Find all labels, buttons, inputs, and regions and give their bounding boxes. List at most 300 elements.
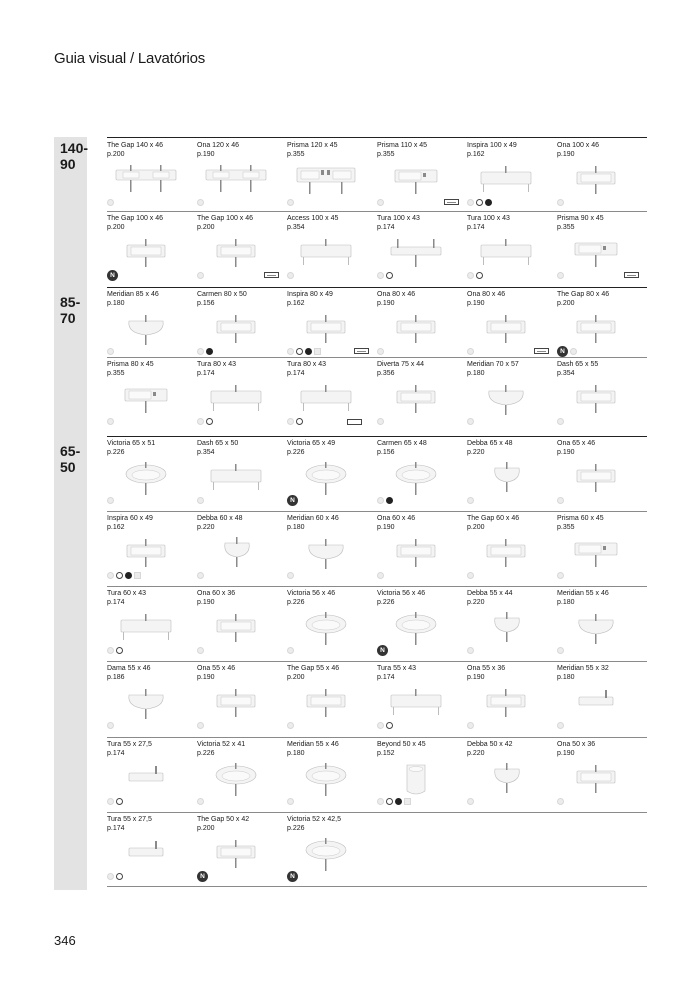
washbasin-page-ref: p.226 xyxy=(287,824,305,832)
washbasin-name: Ona 80 x 46 xyxy=(467,291,506,298)
finish-swatch-outline-icon xyxy=(116,873,123,880)
washbasin-page-ref: p.190 xyxy=(377,523,395,531)
page-title: Guia visual / Lavatórios xyxy=(54,50,206,67)
finish-swatch-white-icon xyxy=(467,418,474,425)
washbasin-page-ref: p.174 xyxy=(107,824,125,832)
finish-swatch-black-icon xyxy=(125,572,132,579)
finish-swatch-white-icon xyxy=(107,348,114,355)
washbasin-page-ref: p.220 xyxy=(197,523,215,531)
finish-options xyxy=(557,646,564,655)
finish-swatch-white-icon xyxy=(557,722,564,729)
finish-swatch-white-icon xyxy=(467,572,474,579)
finish-swatch-white-icon xyxy=(197,572,204,579)
finish-swatch-white-icon xyxy=(287,199,294,206)
washbasin-illustration xyxy=(475,685,537,723)
finish-swatch-white-icon xyxy=(557,418,564,425)
washbasin-item[interactable] xyxy=(557,665,647,735)
washbasin-name: Tura 55 x 27,5 xyxy=(107,741,152,748)
washbasin-illustration xyxy=(205,235,267,273)
finish-options xyxy=(107,646,123,655)
new-product-icon: N xyxy=(557,346,568,357)
washbasin-page-ref: p.174 xyxy=(377,673,395,681)
finish-options xyxy=(467,417,474,426)
finish-swatch-outline-icon xyxy=(296,348,303,355)
washbasin-illustration xyxy=(385,162,447,200)
washbasin-page-ref: p.174 xyxy=(287,369,305,377)
washbasin-page-ref: p.354 xyxy=(557,369,575,377)
finish-swatch-white-icon xyxy=(107,722,114,729)
washbasin-item[interactable] xyxy=(107,665,197,735)
finish-swatch-outline-icon xyxy=(476,199,483,206)
washbasin-page-ref: p.354 xyxy=(197,448,215,456)
washbasin-name: The Gap 60 x 46 xyxy=(467,515,520,522)
washbasin-page-ref: p.200 xyxy=(197,824,215,832)
washbasin-item[interactable] xyxy=(287,215,377,285)
washbasin-illustration xyxy=(115,162,177,200)
washbasin-illustration xyxy=(205,761,267,799)
washbasin-name: The Gap 80 x 46 xyxy=(557,291,610,298)
finish-swatch-black-icon xyxy=(206,348,213,355)
washbasin-item[interactable] xyxy=(467,440,557,510)
washbasin-illustration xyxy=(115,761,177,799)
washbasin-illustration xyxy=(385,685,447,723)
washbasin-page-ref: p.200 xyxy=(107,223,125,231)
washbasin-item[interactable] xyxy=(377,741,467,811)
washbasin-illustration xyxy=(565,535,627,573)
washbasin-item[interactable] xyxy=(107,741,197,811)
washbasin-item[interactable] xyxy=(377,590,467,660)
finish-swatch-outline-icon xyxy=(116,572,123,579)
finish-swatch-white-icon xyxy=(377,798,384,805)
washbasin-item[interactable] xyxy=(197,816,287,886)
finish-options xyxy=(197,646,204,655)
washbasin-item[interactable] xyxy=(467,515,557,585)
new-product-icon: N xyxy=(287,871,298,882)
washbasin-name: Prisma 80 x 45 xyxy=(107,361,154,368)
washbasin-name: The Gap 100 x 46 xyxy=(197,215,254,222)
size-group-label-line: 140- xyxy=(60,140,89,156)
finish-options xyxy=(287,646,294,655)
washbasin-name: Ona 55 x 36 xyxy=(467,665,506,672)
finish-options xyxy=(287,797,294,806)
size-group-label-line: 90 xyxy=(60,156,76,172)
washbasin-item[interactable] xyxy=(287,361,377,431)
finish-swatch-white-icon xyxy=(377,572,384,579)
finish-options xyxy=(287,347,321,356)
finish-swatch-black-icon xyxy=(386,497,393,504)
washbasin-page-ref: p.186 xyxy=(107,673,125,681)
washbasin-illustration xyxy=(385,610,447,648)
washbasin-item[interactable] xyxy=(107,215,197,285)
washbasin-item[interactable] xyxy=(197,440,287,510)
washbasin-item[interactable] xyxy=(197,741,287,811)
washbasin-name: Victoria 52 x 41 xyxy=(197,741,246,748)
size-group-label-line: 65- xyxy=(60,443,81,459)
finish-options xyxy=(107,417,114,426)
washbasin-name: Victoria 65 x 51 xyxy=(107,440,156,447)
washbasin-page-ref: p.180 xyxy=(287,523,305,531)
washbasin-item[interactable] xyxy=(287,515,377,585)
washbasin-page-ref: p.180 xyxy=(557,598,575,606)
finish-options xyxy=(107,721,114,730)
finish-options xyxy=(557,797,564,806)
washbasin-name: Ona 80 x 46 xyxy=(377,291,416,298)
washbasin-item[interactable] xyxy=(557,440,647,510)
washbasin-page-ref: p.355 xyxy=(377,150,395,158)
finish-swatch-white-icon xyxy=(197,722,204,729)
new-product-icon: N xyxy=(287,495,298,506)
washbasin-item[interactable] xyxy=(467,590,557,660)
finish-options xyxy=(197,797,204,806)
washbasin-item[interactable] xyxy=(287,440,377,510)
finish-swatch-outline-icon xyxy=(116,798,123,805)
finish-options xyxy=(197,271,204,280)
finish-options xyxy=(197,347,213,356)
finish-options xyxy=(467,271,483,280)
washbasin-item[interactable] xyxy=(197,515,287,585)
washbasin-illustration xyxy=(115,685,177,723)
size-group-label-65-50 xyxy=(60,443,90,475)
washbasin-page-ref: p.190 xyxy=(557,749,575,757)
washbasin-page-ref: p.162 xyxy=(467,150,485,158)
washbasin-page-ref: p.220 xyxy=(467,598,485,606)
size-group-label-85-70 xyxy=(60,294,90,326)
finish-swatch-outline-icon xyxy=(386,722,393,729)
finish-options xyxy=(107,347,114,356)
washbasin-page-ref: p.355 xyxy=(557,223,575,231)
washbasin-page-ref: p.226 xyxy=(287,448,305,456)
washbasin-name: Carmen 80 x 50 xyxy=(197,291,247,298)
washbasin-illustration xyxy=(565,685,627,723)
finish-swatch-white-icon xyxy=(467,272,474,279)
finish-options xyxy=(557,347,577,356)
washbasin-name: Tura 60 x 43 xyxy=(107,590,147,597)
washbasin-item[interactable] xyxy=(107,142,197,212)
washbasin-name: The Gap 55 x 46 xyxy=(287,665,340,672)
washbasin-name: Ona 60 x 36 xyxy=(197,590,236,597)
washbasin-item[interactable] xyxy=(377,440,467,510)
finish-swatch-white-icon xyxy=(107,199,114,206)
finish-swatch-white-icon xyxy=(197,348,204,355)
finish-options xyxy=(377,571,384,580)
washbasin-page-ref: p.226 xyxy=(287,598,305,606)
furniture-icon xyxy=(444,199,459,205)
finish-swatch-white-icon xyxy=(107,873,114,880)
finish-options xyxy=(287,496,298,505)
finish-swatch-white-icon xyxy=(557,572,564,579)
finish-swatch-white-icon xyxy=(467,647,474,654)
size-group-label-line: 85- xyxy=(60,294,81,310)
finish-swatch-white-icon xyxy=(287,647,294,654)
washbasin-item[interactable] xyxy=(107,440,197,510)
washbasin-illustration xyxy=(565,761,627,799)
finish-swatch-white-icon xyxy=(287,798,294,805)
washbasin-item[interactable] xyxy=(467,291,557,361)
finish-options xyxy=(287,417,362,426)
group-divider xyxy=(107,137,647,138)
finish-swatch-white-icon xyxy=(197,647,204,654)
finish-options xyxy=(377,417,384,426)
finish-swatch-white-icon xyxy=(467,798,474,805)
finish-swatch-white-icon xyxy=(570,348,577,355)
washbasin-illustration xyxy=(115,381,177,419)
finish-options xyxy=(107,198,114,207)
washbasin-item[interactable] xyxy=(557,215,647,285)
washbasin-name: Beyond 50 x 45 xyxy=(377,741,426,748)
washbasin-illustration xyxy=(295,535,357,573)
finish-options xyxy=(377,721,393,730)
washbasin-name: The Gap 100 x 46 xyxy=(107,215,164,222)
washbasin-illustration xyxy=(565,311,627,349)
finish-swatch-white-icon xyxy=(467,497,474,504)
washbasin-illustration xyxy=(475,460,537,498)
finish-swatch-white-icon xyxy=(557,272,564,279)
washbasin-page-ref: p.200 xyxy=(467,523,485,531)
washbasin-illustration xyxy=(115,610,177,648)
finish-swatch-white-icon xyxy=(377,199,384,206)
washbasin-item[interactable] xyxy=(197,291,287,361)
washbasin-item[interactable] xyxy=(377,665,467,735)
washbasin-illustration xyxy=(205,535,267,573)
washbasin-illustration xyxy=(205,610,267,648)
finish-swatch-black-icon xyxy=(395,798,402,805)
row-divider xyxy=(107,661,647,662)
furniture-icon xyxy=(354,348,369,354)
washbasin-item[interactable] xyxy=(287,741,377,811)
washbasin-illustration xyxy=(385,761,447,799)
washbasin-illustration xyxy=(205,685,267,723)
washbasin-item[interactable] xyxy=(287,291,377,361)
new-product-icon: N xyxy=(107,270,118,281)
washbasin-illustration xyxy=(295,685,357,723)
washbasin-item[interactable] xyxy=(107,361,197,431)
finish-options xyxy=(377,646,388,655)
washbasin-item[interactable] xyxy=(377,142,467,212)
size-group-label-140-90 xyxy=(60,140,90,172)
washbasin-name: Ona 100 x 46 xyxy=(557,142,600,149)
washbasin-page-ref: p.355 xyxy=(287,150,305,158)
washbasin-illustration xyxy=(205,836,267,874)
washbasin-item[interactable] xyxy=(287,665,377,735)
finish-swatch-white-icon xyxy=(197,798,204,805)
washbasin-item[interactable] xyxy=(377,515,467,585)
washbasin-item[interactable] xyxy=(557,291,647,361)
washbasin-illustration xyxy=(475,610,537,648)
washbasin-page-ref: p.190 xyxy=(197,150,215,158)
finish-options xyxy=(197,721,204,730)
washbasin-item[interactable] xyxy=(197,361,287,431)
washbasin-page-ref: p.180 xyxy=(467,369,485,377)
washbasin-item[interactable] xyxy=(557,142,647,212)
finish-options xyxy=(557,496,564,505)
washbasin-name: Meridian 55 x 46 xyxy=(287,741,339,748)
washbasin-name: Debba 60 x 48 xyxy=(197,515,243,522)
finish-options xyxy=(557,198,564,207)
washbasin-page-ref: p.162 xyxy=(287,299,305,307)
washbasin-page-ref: p.226 xyxy=(377,598,395,606)
washbasin-name: Access 100 x 45 xyxy=(287,215,339,222)
washbasin-page-ref: p.220 xyxy=(467,749,485,757)
washbasin-page-ref: p.220 xyxy=(467,448,485,456)
size-group-sidebar xyxy=(54,137,87,890)
finish-options xyxy=(107,571,141,580)
finish-swatch-white-icon xyxy=(287,418,294,425)
washbasin-illustration xyxy=(115,311,177,349)
washbasin-illustration xyxy=(565,460,627,498)
washbasin-page-ref: p.354 xyxy=(287,223,305,231)
finish-options xyxy=(467,198,492,207)
finish-options xyxy=(287,198,294,207)
finish-swatch-white-icon xyxy=(377,418,384,425)
washbasin-name: Tura 100 x 43 xyxy=(467,215,510,222)
finish-swatch-square-icon xyxy=(404,798,411,805)
washbasin-page-ref: p.226 xyxy=(107,448,125,456)
washbasin-name: Inspira 60 x 49 xyxy=(107,515,153,522)
finish-swatch-outline-icon xyxy=(206,418,213,425)
washbasin-item[interactable] xyxy=(557,741,647,811)
washbasin-illustration xyxy=(385,460,447,498)
washbasin-page-ref: p.174 xyxy=(197,369,215,377)
washbasin-page-ref: p.226 xyxy=(197,749,215,757)
washbasin-page-ref: p.190 xyxy=(557,150,575,158)
washbasin-name: Prisma 60 x 45 xyxy=(557,515,604,522)
washbasin-item[interactable] xyxy=(287,816,377,886)
finish-swatch-white-icon xyxy=(467,348,474,355)
washbasin-item[interactable] xyxy=(107,515,197,585)
finish-swatch-outline-icon xyxy=(386,272,393,279)
washbasin-page-ref: p.190 xyxy=(557,448,575,456)
washbasin-illustration xyxy=(295,235,357,273)
washbasin-page-ref: p.156 xyxy=(197,299,215,307)
washbasin-item[interactable] xyxy=(377,215,467,285)
finish-swatch-white-icon xyxy=(557,199,564,206)
finish-swatch-white-icon xyxy=(287,348,294,355)
washbasin-page-ref: p.174 xyxy=(107,598,125,606)
washbasin-item[interactable] xyxy=(467,215,557,285)
washbasin-name: Debba 65 x 48 xyxy=(467,440,513,447)
finish-swatch-white-icon xyxy=(107,497,114,504)
washbasin-item[interactable] xyxy=(557,361,647,431)
finish-swatch-white-icon xyxy=(467,722,474,729)
washbasin-name: Meridian 55 x 46 xyxy=(557,590,609,597)
washbasin-name: Meridian 70 x 57 xyxy=(467,361,519,368)
size-group-label-line: 70 xyxy=(60,310,76,326)
washbasin-name: Dash 65 x 50 xyxy=(197,440,239,447)
furniture-icon xyxy=(347,419,362,425)
finish-options xyxy=(467,797,474,806)
washbasin-illustration xyxy=(295,162,357,200)
washbasin-item[interactable] xyxy=(107,590,197,660)
washbasin-page-ref: p.180 xyxy=(287,749,305,757)
washbasin-illustration xyxy=(565,235,627,273)
washbasin-item[interactable] xyxy=(467,361,557,431)
page-number: 346 xyxy=(54,933,76,948)
washbasin-item[interactable] xyxy=(467,142,557,212)
washbasin-page-ref: p.200 xyxy=(107,150,125,158)
washbasin-name: Inspira 100 x 49 xyxy=(467,142,517,149)
finish-options xyxy=(197,571,204,580)
washbasin-page-ref: p.200 xyxy=(197,223,215,231)
finish-options xyxy=(467,571,474,580)
finish-swatch-white-icon xyxy=(107,647,114,654)
finish-options xyxy=(377,496,393,505)
washbasin-illustration xyxy=(475,381,537,419)
washbasin-page-ref: p.162 xyxy=(107,523,125,531)
finish-swatch-outline-icon xyxy=(476,272,483,279)
washbasin-item[interactable] xyxy=(377,361,467,431)
washbasin-item[interactable] xyxy=(287,590,377,660)
finish-swatch-white-icon xyxy=(467,199,474,206)
washbasin-page-ref: p.355 xyxy=(107,369,125,377)
washbasin-name: Tura 80 x 43 xyxy=(287,361,327,368)
finish-options xyxy=(467,721,474,730)
finish-swatch-black-icon xyxy=(305,348,312,355)
washbasin-name: Victoria 52 x 42,5 xyxy=(287,816,341,823)
washbasin-name: Prisma 90 x 45 xyxy=(557,215,604,222)
finish-swatch-outline-icon xyxy=(386,798,393,805)
washbasin-item[interactable] xyxy=(197,142,287,212)
row-divider xyxy=(107,737,647,738)
finish-options xyxy=(467,496,474,505)
finish-options xyxy=(197,496,204,505)
washbasin-item[interactable] xyxy=(467,665,557,735)
washbasin-item[interactable] xyxy=(197,665,287,735)
washbasin-item[interactable] xyxy=(107,291,197,361)
washbasin-name: Ona 50 x 36 xyxy=(557,741,596,748)
row-divider xyxy=(107,511,647,512)
washbasin-item[interactable] xyxy=(467,741,557,811)
washbasin-item[interactable] xyxy=(107,816,197,886)
washbasin-page-ref: p.355 xyxy=(557,523,575,531)
washbasin-item[interactable] xyxy=(287,142,377,212)
finish-swatch-white-icon xyxy=(287,272,294,279)
finish-options xyxy=(107,271,118,280)
finish-swatch-white-icon xyxy=(197,497,204,504)
washbasin-page-ref: p.200 xyxy=(287,673,305,681)
washbasin-item[interactable] xyxy=(557,515,647,585)
group-divider xyxy=(107,287,647,288)
washbasin-name: The Gap 50 x 42 xyxy=(197,816,250,823)
washbasin-illustration xyxy=(385,535,447,573)
washbasin-page-ref: p.156 xyxy=(377,448,395,456)
washbasin-item[interactable] xyxy=(197,215,287,285)
washbasin-name: Dash 65 x 55 xyxy=(557,361,599,368)
washbasin-illustration xyxy=(475,311,537,349)
washbasin-item[interactable] xyxy=(557,590,647,660)
finish-swatch-white-icon xyxy=(197,418,204,425)
washbasin-item[interactable] xyxy=(377,291,467,361)
washbasin-page-ref: p.180 xyxy=(107,299,125,307)
finish-options xyxy=(467,347,474,356)
washbasin-illustration xyxy=(295,836,357,874)
washbasin-illustration xyxy=(205,381,267,419)
finish-options xyxy=(287,571,294,580)
finish-swatch-white-icon xyxy=(377,348,384,355)
finish-options xyxy=(377,198,384,207)
new-product-icon: N xyxy=(197,871,208,882)
finish-swatch-white-icon xyxy=(287,722,294,729)
finish-swatch-white-icon xyxy=(197,272,204,279)
washbasin-illustration xyxy=(385,381,447,419)
finish-options xyxy=(287,721,294,730)
finish-swatch-white-icon xyxy=(557,647,564,654)
washbasin-name: Diverta 75 x 44 xyxy=(377,361,425,368)
finish-options xyxy=(107,872,123,881)
washbasin-name: Dama 55 x 46 xyxy=(107,665,151,672)
washbasin-item[interactable] xyxy=(197,590,287,660)
finish-options xyxy=(377,271,393,280)
washbasin-name: Debba 55 x 44 xyxy=(467,590,513,597)
